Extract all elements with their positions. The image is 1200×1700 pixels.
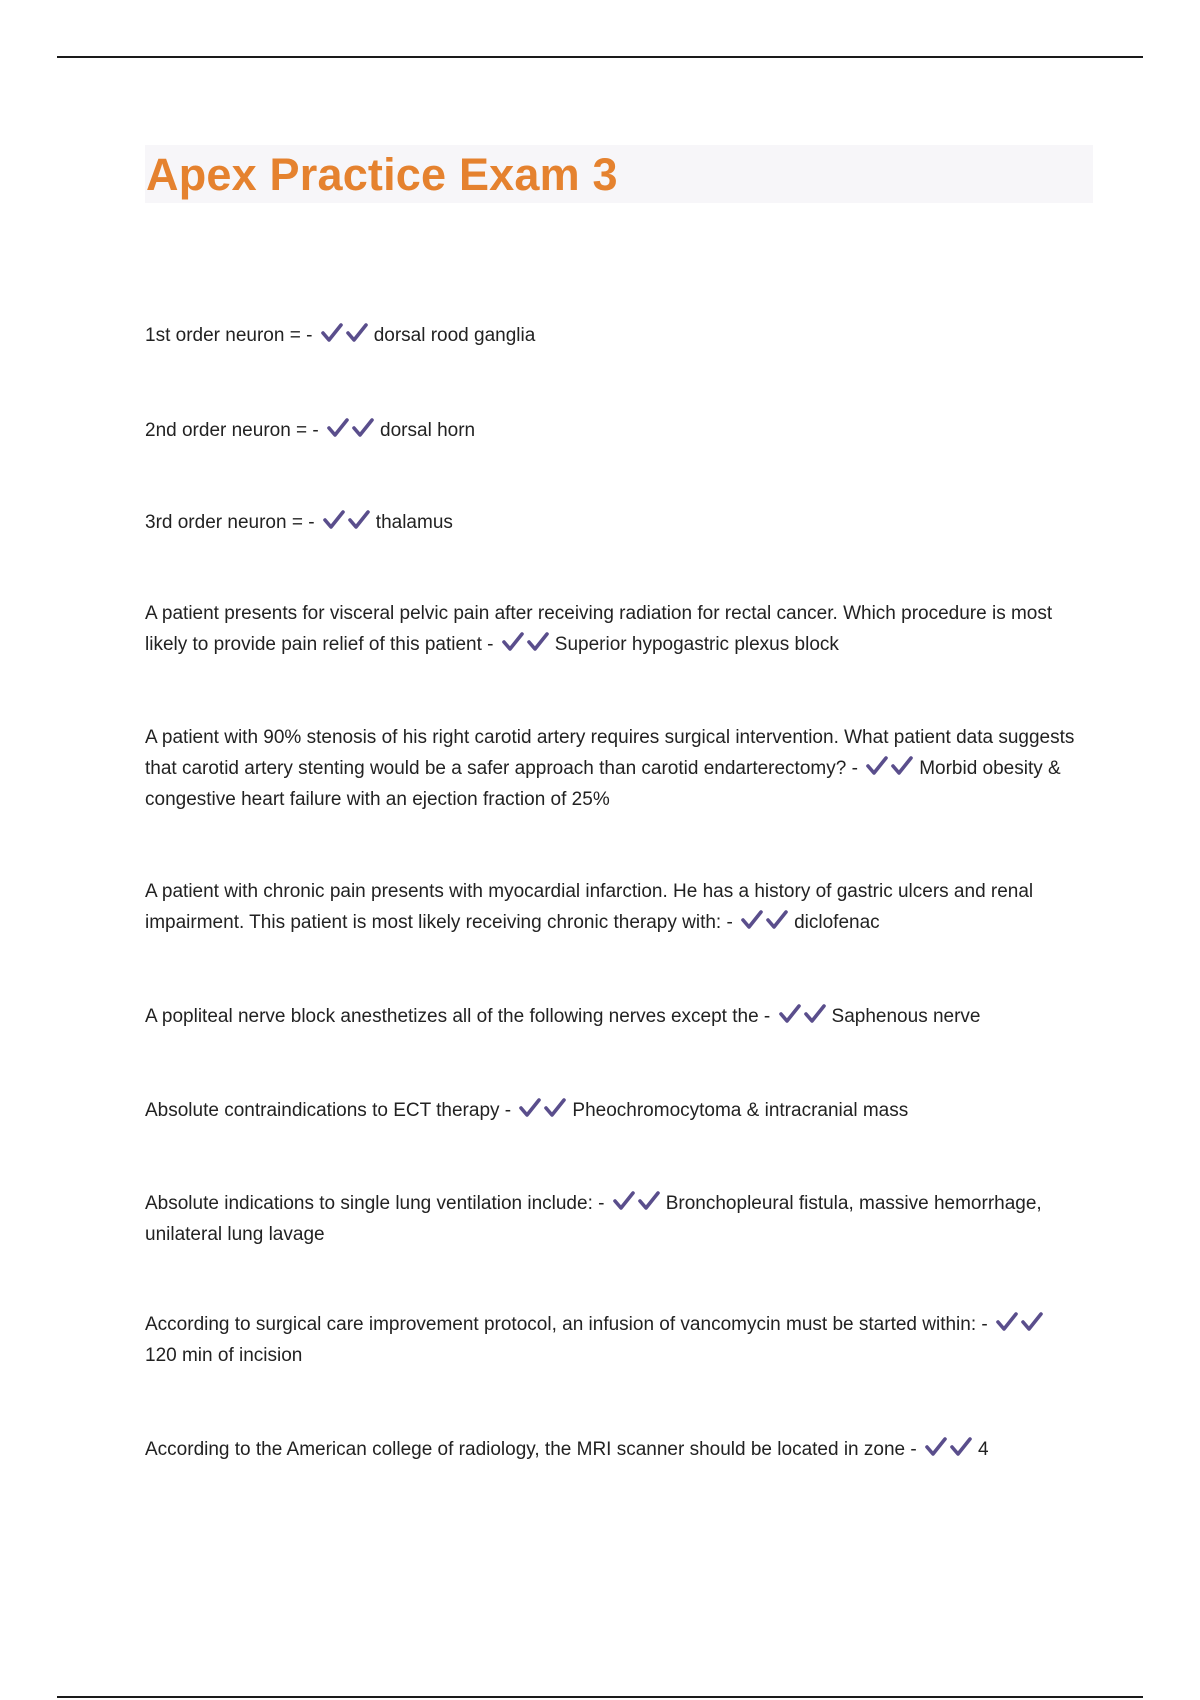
qa-item <box>145 1095 1075 1126</box>
double-checkmark-icon <box>318 321 372 345</box>
qa-item <box>145 598 1075 660</box>
double-checkmark-icon <box>993 1310 1047 1334</box>
title-band <box>145 145 1093 203</box>
question-text: 3rd order neuron = - <box>145 512 315 533</box>
double-checkmark-icon <box>324 416 378 440</box>
double-checkmark-icon <box>320 508 374 532</box>
answer-text: Morbid obesity & congestive heart failure with an ejection fraction of 25% <box>145 758 1061 810</box>
double-checkmark-icon <box>610 1189 664 1213</box>
answer-text: thalamus <box>375 512 453 533</box>
page-title: Apex Practice Exam 3 <box>146 148 618 200</box>
qa-item <box>145 1001 1075 1032</box>
qa-item <box>145 1309 1075 1371</box>
double-checkmark-icon <box>776 1002 830 1026</box>
answer-text: dorsal horn <box>380 420 476 441</box>
question-text: According to surgical care improvement protocol, an infusion of vancomycin must be started within: - <box>145 1314 988 1335</box>
answer-text: Saphenous nerve <box>831 1006 981 1027</box>
answer-text: diclofenac <box>794 912 880 933</box>
qa-item <box>145 320 1075 351</box>
question-text: According to the American college of radiology, the MRI scanner should be located in zone - <box>145 1439 917 1460</box>
question-text: A popliteal nerve block anesthetizes all of the following nerves except the - <box>145 1006 771 1027</box>
answer-text: dorsal rood ganglia <box>373 325 536 346</box>
answer-text: Bronchopleural fistula, massive hemorrhage, unilateral lung lavage <box>145 1193 1042 1245</box>
double-checkmark-icon <box>922 1435 976 1459</box>
question-text: Absolute contraindications to ECT therapy - <box>145 1100 512 1121</box>
double-checkmark-icon <box>499 630 553 654</box>
question-text: A patient with chronic pain presents with myocardial infarction. He has a history of gastric ulcers and renal impairment. This patient is most likely receiving chronic therapy with: - <box>145 881 1034 933</box>
question-text: 1st order neuron = - <box>145 325 313 346</box>
qa-item <box>145 507 1075 538</box>
exam-page <box>145 145 1093 1460</box>
qa-item <box>145 722 1075 815</box>
answer-text: Pheochromocytoma & intracranial mass <box>572 1100 909 1121</box>
answer-text: 4 <box>977 1439 989 1460</box>
question-text: 2nd order neuron = - <box>145 420 319 441</box>
question-text: A patient presents for visceral pelvic pain after receiving radiation for rectal cancer. Which procedure is most likely to provide pain relief of this patient - <box>145 603 1053 655</box>
answer-text: 120 min of incision <box>145 1345 303 1366</box>
double-checkmark-icon <box>863 754 917 778</box>
question-text: Absolute indications to single lung ventilation include: - <box>145 1193 605 1214</box>
qa-item <box>145 1188 1075 1250</box>
double-checkmark-icon <box>738 908 792 932</box>
bottom-rule <box>57 1696 1143 1698</box>
qa-item <box>145 1434 1075 1465</box>
answer-text: Superior hypogastric plexus block <box>554 634 839 655</box>
top-rule <box>57 56 1143 58</box>
qa-item <box>145 876 1075 938</box>
question-text: A patient with 90% stenosis of his right carotid artery requires surgical intervention. What patient data suggests that carotid artery stenting would be a safer approach than carotid endarterectomy? - <box>145 727 1075 779</box>
qa-item <box>145 415 1075 446</box>
double-checkmark-icon <box>516 1096 570 1120</box>
